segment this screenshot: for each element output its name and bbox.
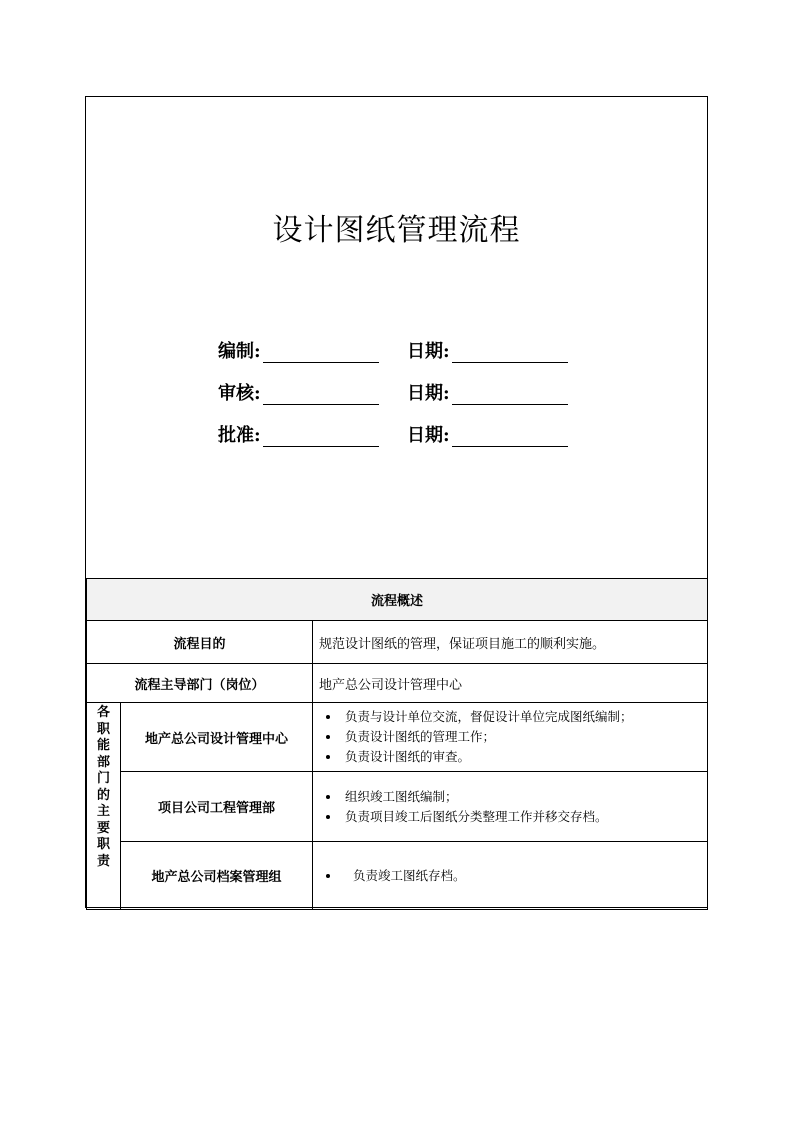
overview-table	[86, 578, 708, 910]
page-title: 设计图纸管理流程	[272, 213, 521, 248]
date-label: 日期:	[407, 425, 450, 446]
table-row	[87, 621, 708, 664]
lead-department-label: 流程主导部门（岗位）	[87, 664, 313, 703]
lead-department-value: 地产总公司设计管理中心	[313, 664, 708, 703]
department-duties	[313, 703, 708, 772]
date-field[interactable]	[452, 384, 568, 405]
reviewed-by-label: 审核:	[218, 383, 261, 404]
department-name: 地产总公司档案管理组	[121, 842, 313, 910]
department-name: 项目公司工程管理部	[121, 772, 313, 842]
date-field[interactable]	[452, 342, 568, 363]
list-item: • 负责与设计单位交流，督促设计单位完成图纸编制；	[341, 707, 707, 727]
purpose-label: 流程目的	[87, 621, 313, 664]
table-row	[87, 664, 708, 703]
department-name: 地产总公司设计管理中心	[121, 703, 313, 772]
reviewed-by-field[interactable]	[263, 384, 379, 405]
table-row	[87, 703, 708, 772]
list-item: • 负责设计图纸的管理工作；	[341, 727, 707, 747]
date-field[interactable]	[452, 426, 568, 447]
date-label: 日期:	[407, 341, 450, 362]
department-duties	[313, 842, 708, 910]
document-frame	[85, 96, 708, 908]
list-item: • 组织竣工图纸编制；	[341, 787, 707, 807]
department-duties	[313, 772, 708, 842]
list-item: • 负责竣工图纸存档。	[341, 866, 707, 886]
cover-section	[86, 97, 707, 578]
table-row	[87, 579, 708, 621]
table-row	[87, 842, 708, 910]
list-item: • 负责项目竣工后图纸分类整理工作并移交存档。	[341, 807, 707, 827]
table-row	[87, 772, 708, 842]
compiled-by-label: 编制:	[218, 341, 261, 362]
approved-by-field[interactable]	[263, 426, 379, 447]
duties-label: 各 职 能 部 门 的 主 要 职 责	[87, 703, 121, 910]
date-label: 日期:	[407, 383, 450, 404]
purpose-value: 规范设计图纸的管理，保证项目施工的顺利实施。	[313, 621, 708, 664]
overview-header: 流程概述	[87, 579, 708, 621]
list-item: • 负责设计图纸的审查。	[341, 747, 707, 767]
approved-by-label: 批准:	[218, 425, 261, 446]
compiled-by-field[interactable]	[263, 342, 379, 363]
